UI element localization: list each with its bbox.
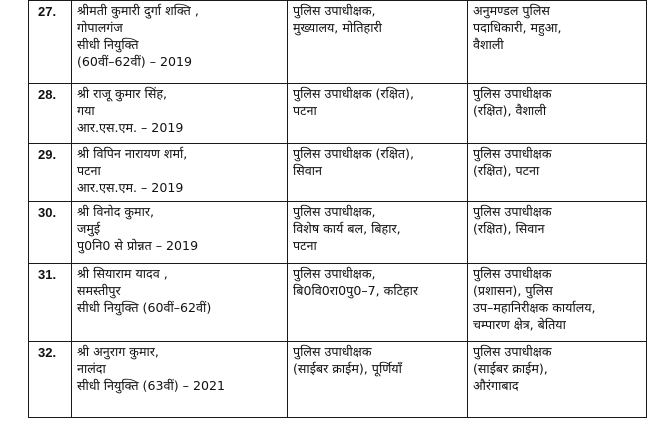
new-posting-line: उप–महानिरीक्षक कार्यालय,: [473, 300, 596, 315]
current-posting-line: पटना: [293, 238, 317, 253]
officer-appointment: सीधी नियुक्ति (60वीं–62वीं): [77, 300, 212, 315]
new-posting-line: पुलिस उपाधीक्षक: [473, 344, 552, 359]
current-posting-line: (साईबर क्राईम), पूर्णियाँ: [293, 361, 402, 376]
officer-home-district: पटना: [77, 163, 101, 178]
table-row: [29, 264, 647, 342]
officer-appointment: पु0नि0 से प्रोन्नत – 2019: [77, 238, 199, 253]
officer-home-district: गोपालगंज: [77, 20, 123, 35]
serial-number: 32.: [29, 342, 72, 418]
officer-name: श्री अनुराग कुमार,: [77, 344, 159, 359]
new-posting-line: पुलिस उपाधीक्षक: [473, 146, 552, 161]
officer-home-district: जमुई: [77, 221, 101, 236]
new-posting-cell: [468, 342, 647, 418]
current-posting-cell: [288, 1, 468, 84]
serial-number: 27.: [29, 1, 72, 84]
current-posting-line: पुलिस उपाधीक्षक,: [293, 3, 376, 18]
officer-name: श्री विपिन नारायण शर्मा,: [77, 146, 188, 161]
new-posting-line: वैशाली: [473, 37, 504, 52]
current-posting-line: पटना: [293, 103, 317, 118]
new-posting-line: (प्रशासन), पुलिस: [473, 283, 553, 298]
officer-name: श्री राजू कुमार सिंह,: [77, 86, 168, 101]
current-posting-line: पुलिस उपाधीक्षक,: [293, 204, 376, 219]
officer-batch: (60वीं–62वीं) – 2019: [77, 54, 193, 69]
new-posting-line: (साईबर क्राईम),: [473, 361, 548, 376]
officer-appointment: सीधी नियुक्ति: [77, 37, 139, 52]
officer-cell: [72, 144, 288, 202]
officer-name: श्री विनोद कुमार,: [77, 204, 155, 219]
current-posting-line: पुलिस उपाधीक्षक: [293, 344, 372, 359]
serial-number: 31.: [29, 264, 72, 342]
officer-home-district: गया: [77, 103, 95, 118]
officer-cell: [72, 84, 288, 144]
officer-appointment: सीधी नियुक्ति (63वीं) – 2021: [77, 378, 226, 393]
new-posting-line: अनुमण्डल पुलिस: [473, 3, 550, 18]
new-posting-line: पदाधिकारी, महुआ,: [473, 20, 562, 35]
table-row: [29, 84, 647, 144]
officer-name: श्रीमती कुमारी दुर्गा शक्ति ,: [77, 3, 199, 18]
current-posting-line: बि0वि0रा0पु0–7, कटिहार: [293, 283, 419, 298]
table-row: [29, 144, 647, 202]
current-posting-line: पुलिस उपाधीक्षक (रक्षित),: [293, 86, 414, 101]
current-posting-line: मुख्यालय, मोतिहारी: [293, 20, 382, 35]
new-posting-cell: [468, 84, 647, 144]
officer-home-district: नालंदा: [77, 361, 106, 376]
new-posting-line: पुलिस उपाधीक्षक: [473, 86, 552, 101]
officer-appointment: आर.एस.एम. – 2019: [77, 120, 184, 135]
new-posting-cell: [468, 1, 647, 84]
new-posting-line: (रक्षित), सिवान: [473, 221, 545, 236]
current-posting-cell: [288, 264, 468, 342]
serial-number: 28.: [29, 84, 72, 144]
officer-home-district: समस्तीपुर: [77, 283, 121, 298]
new-posting-line: (रक्षित), पटना: [473, 163, 540, 178]
new-posting-line: पुलिस उपाधीक्षक: [473, 204, 552, 219]
posting-table: [28, 0, 647, 418]
serial-number: 30.: [29, 202, 72, 264]
current-posting-cell: [288, 202, 468, 264]
table-row: [29, 1, 647, 84]
officer-cell: [72, 1, 288, 84]
new-posting-line: औरंगाबाद: [473, 378, 519, 393]
new-posting-cell: [468, 202, 647, 264]
new-posting-line: (रक्षित), वैशाली: [473, 103, 547, 118]
current-posting-line: विशेष कार्य बल, बिहार,: [293, 221, 401, 236]
table-row: [29, 202, 647, 264]
current-posting-cell: [288, 342, 468, 418]
officer-cell: [72, 264, 288, 342]
current-posting-line: सिवान: [293, 163, 323, 178]
serial-number: 29.: [29, 144, 72, 202]
current-posting-cell: [288, 144, 468, 202]
current-posting-line: पुलिस उपाधीक्षक (रक्षित),: [293, 146, 414, 161]
current-posting-line: पुलिस उपाधीक्षक,: [293, 266, 376, 281]
current-posting-cell: [288, 84, 468, 144]
officer-cell: [72, 342, 288, 418]
table-row: [29, 342, 647, 418]
new-posting-line: चम्पारण क्षेत्र, बेतिया: [473, 317, 566, 332]
officer-appointment: आर.एस.एम. – 2019: [77, 180, 184, 195]
new-posting-cell: [468, 264, 647, 342]
new-posting-line: पुलिस उपाधीक्षक: [473, 266, 552, 281]
new-posting-cell: [468, 144, 647, 202]
officer-cell: [72, 202, 288, 264]
officer-name: श्री सियाराम यादव ,: [77, 266, 168, 281]
